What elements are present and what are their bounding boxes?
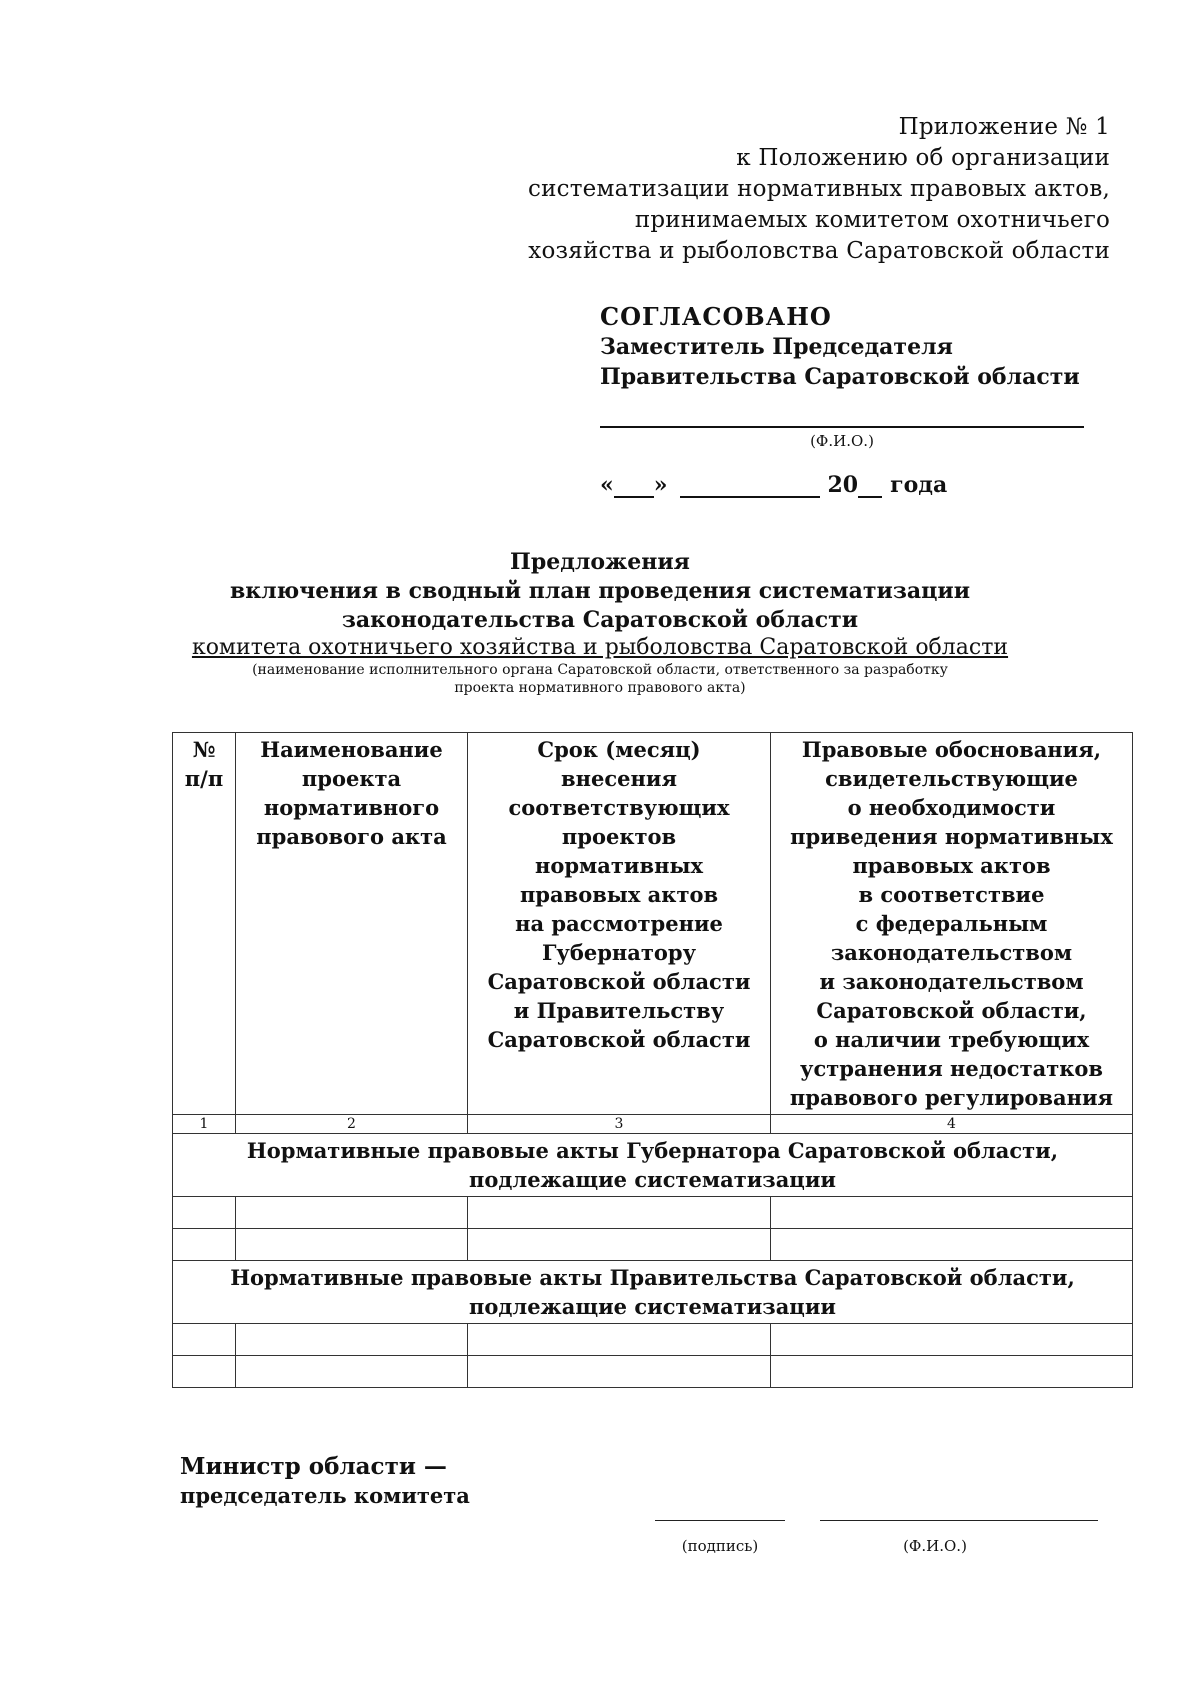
year-suffix: года (890, 472, 948, 498)
appendix-line: систематизации нормативных правовых актов, (528, 176, 1110, 202)
empty-cell[interactable] (771, 1356, 1133, 1388)
signature-caption: (подпись) (681, 1537, 759, 1555)
approval-block (600, 302, 1090, 498)
appendix-line: принимаемых комитетом охотничьего (634, 207, 1110, 233)
signature-block (180, 1452, 470, 1510)
column-number: 1 (173, 1115, 236, 1134)
section-heading-governor: Нормативные правовые акты Губернатора Саратовской области, подлежащие систематизации (173, 1134, 1133, 1197)
year-blank (858, 474, 882, 498)
heading-note: проекта нормативного правового акта) (454, 680, 746, 696)
approval-fio-caption: (Ф.И.О.) (810, 432, 874, 450)
proposals-table (172, 732, 1133, 1388)
empty-cell[interactable] (468, 1324, 771, 1356)
fio-caption: (Ф.И.О.) (903, 1537, 967, 1555)
heading-organ-name: комитета охотничьего хозяйства и рыболовства Саратовской области (191, 635, 1009, 660)
appendix-line: Приложение № 1 (898, 114, 1110, 140)
month-blank (680, 474, 820, 498)
header-col-number: № п/п (173, 733, 236, 1115)
empty-cell[interactable] (173, 1324, 236, 1356)
appendix-reference (528, 112, 1110, 267)
table-row (173, 1229, 1133, 1261)
empty-cell[interactable] (173, 1229, 236, 1261)
signature-blank-line (655, 1520, 785, 1521)
column-number: 4 (771, 1115, 1133, 1134)
heading-line: включения в сводный план проведения систематизации (229, 578, 971, 604)
column-number: 2 (236, 1115, 468, 1134)
header-col-deadline: Срок (месяц) внесения соответствующих проектов нормативных правовых актов на рассмотрение Губернатору Саратовской области и Правительству Саратовской области (468, 733, 771, 1115)
heading-line: Предложения (510, 549, 690, 575)
table-row (173, 1356, 1133, 1388)
date-quote-open: « (600, 472, 614, 498)
empty-cell[interactable] (771, 1229, 1133, 1261)
empty-cell[interactable] (468, 1356, 771, 1388)
empty-cell[interactable] (468, 1197, 771, 1229)
table-header-row (173, 733, 1133, 1115)
appendix-line: хозяйства и рыболовства Саратовской области (528, 238, 1110, 264)
empty-cell[interactable] (236, 1356, 468, 1388)
column-number-row (173, 1115, 1133, 1134)
signatory-title-line: Министр области — (180, 1453, 447, 1480)
approval-position-line: Правительства Саратовской области (600, 364, 1080, 390)
empty-cell[interactable] (771, 1197, 1133, 1229)
year-prefix: 20 (827, 472, 859, 498)
fio-blank-line (820, 1520, 1098, 1521)
signatory-title-line: председатель комитета (180, 1483, 470, 1508)
table-row (173, 1197, 1133, 1229)
date-quote-close: » (653, 472, 668, 498)
approval-title: СОГЛАСОВАНО (600, 302, 832, 331)
approval-date-line (600, 472, 1090, 498)
document-heading (150, 548, 1050, 697)
appendix-line: к Положению об организации (736, 145, 1110, 171)
empty-cell[interactable] (236, 1324, 468, 1356)
empty-cell[interactable] (771, 1324, 1133, 1356)
header-col-grounds: Правовые обоснования, свидетельствующие о необходимости приведения нормативных правовых актов в соответствие с федеральным законодательством и законодательством Саратовской области, о наличии требующих устранения недостатков правового регулирования (771, 733, 1133, 1115)
day-blank (614, 474, 654, 498)
section-row-governor (173, 1134, 1133, 1197)
empty-cell[interactable] (468, 1229, 771, 1261)
empty-cell[interactable] (173, 1356, 236, 1388)
table-row (173, 1324, 1133, 1356)
header-col-name: Наименование проекта нормативного правового акта (236, 733, 468, 1115)
approval-position-line: Заместитель Председателя (600, 334, 953, 360)
approval-signature-line (600, 426, 1084, 428)
section-row-government (173, 1261, 1133, 1324)
section-heading-government: Нормативные правовые акты Правительства Саратовской области, подлежащие систематизации (173, 1261, 1133, 1324)
heading-line: законодательства Саратовской области (341, 607, 859, 633)
empty-cell[interactable] (173, 1197, 236, 1229)
column-number: 3 (468, 1115, 771, 1134)
empty-cell[interactable] (236, 1229, 468, 1261)
empty-cell[interactable] (236, 1197, 468, 1229)
heading-note: (наименование исполнительного органа Саратовской области, ответственного за разработку (252, 662, 948, 678)
